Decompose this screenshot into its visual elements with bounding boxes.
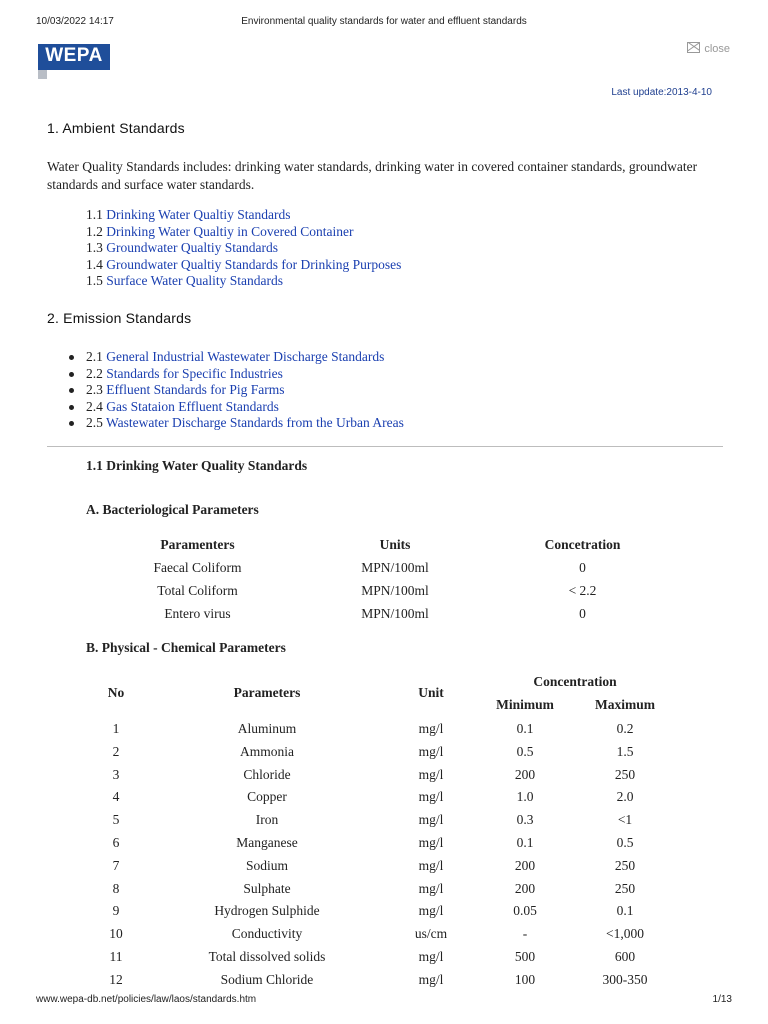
print-datetime: 10/03/2022 14:17 — [36, 16, 114, 27]
table-header — [85, 673, 675, 719]
table-cell: Entero virus — [164, 606, 231, 621]
table-cell: mg/l — [418, 789, 444, 805]
list-item — [66, 399, 404, 416]
standard-link[interactable]: Drinking Water Qualtiy in Covered Container — [106, 223, 354, 239]
header-no: No — [107, 685, 125, 700]
logo-square — [38, 70, 47, 79]
close-label: close — [704, 43, 730, 55]
physical-chemical-table — [85, 673, 675, 993]
standard-link[interactable]: Groundwater Qualtiy Standards — [106, 240, 278, 255]
section-heading-ambient: 1. Ambient Standards — [47, 120, 185, 136]
section-heading-emission: 2. Emission Standards — [47, 310, 192, 326]
table-cell: Hydrogen Sulphide — [214, 903, 320, 919]
list-item — [66, 382, 404, 399]
table-cell: 200 — [514, 766, 536, 782]
header-cell: Paramenters — [160, 537, 235, 552]
table-cell: 2.0 — [616, 789, 634, 805]
standard-link[interactable]: Effluent Standards for Pig Farms — [106, 382, 285, 397]
table-row — [85, 924, 675, 947]
standard-link[interactable]: Gas Stataion Effluent Standards — [106, 398, 279, 414]
table-cell: 0.5 — [516, 743, 534, 759]
table-cell: 11 — [109, 948, 123, 964]
item-number: 1.5 — [86, 273, 103, 288]
item-number: 2.3 — [86, 382, 103, 397]
table-cell: Conductivity — [231, 926, 303, 942]
table-cell: 1 — [112, 721, 120, 736]
table-cell: 250 — [614, 857, 636, 873]
list-item — [86, 273, 401, 290]
standard-link[interactable]: Wastewater Discharge Standards from the Urban Areas — [106, 415, 404, 430]
emission-standards-list — [66, 349, 404, 432]
list-item — [86, 257, 401, 274]
table-row — [85, 787, 675, 810]
table-cell: MPN/100ml — [361, 560, 429, 575]
list-item — [66, 349, 404, 366]
table-cell: 1.0 — [516, 789, 534, 805]
list-item — [86, 207, 401, 224]
header-cell: Units — [379, 537, 411, 552]
close-button[interactable] — [687, 42, 730, 55]
list-item — [66, 415, 404, 432]
table-cell: <1,000 — [606, 926, 644, 942]
table-cell: 6 — [112, 834, 120, 850]
table-cell: mg/l — [418, 834, 444, 850]
header-minimum: Minimum — [496, 697, 554, 712]
subsection-title: 1.1 Drinking Water Quality Standards — [86, 458, 308, 473]
item-number: 2.5 — [86, 415, 103, 430]
list-item — [86, 240, 401, 257]
table-cell: 1.5 — [616, 743, 634, 759]
header-maximum: Maximum — [595, 697, 655, 712]
table-row — [95, 604, 675, 627]
table-cell: mg/l — [418, 971, 444, 987]
table-cell: 0.05 — [513, 903, 537, 919]
table-cell: 0.2 — [616, 721, 634, 736]
standard-link[interactable]: Groundwater Qualtiy Standards for Drinking Purposes — [106, 256, 402, 272]
table-cell: 9 — [112, 903, 120, 919]
table-cell: mg/l — [418, 721, 444, 736]
header-unit: Unit — [418, 685, 444, 700]
table-cell: 0.3 — [516, 812, 534, 828]
bacteriological-title: A. Bacteriological Parameters — [86, 502, 259, 517]
table-cell: Sulphate — [243, 880, 291, 896]
table-cell: 0.5 — [616, 834, 634, 850]
table-cell: 4 — [112, 789, 120, 805]
table-cell: <1 — [617, 812, 633, 828]
table-cell: 12 — [109, 971, 123, 987]
table-cell: 200 — [514, 880, 536, 896]
table-cell: mg/l — [418, 948, 444, 964]
item-number: 1.3 — [86, 240, 103, 255]
footer-url: www.wepa-db.net/policies/law/laos/standards.htm — [36, 994, 257, 1005]
table-cell: Iron — [255, 812, 279, 828]
table-cell: Manganese — [236, 834, 298, 850]
item-number: 1.1 — [86, 207, 103, 222]
logo-underline — [38, 68, 110, 70]
table-cell: Total dissolved solids — [208, 948, 326, 964]
table-cell: us/cm — [414, 926, 448, 942]
table-cell: 0.1 — [616, 903, 634, 919]
table-cell: mg/l — [418, 743, 444, 759]
table-cell: Chloride — [243, 766, 291, 782]
table-cell: 3 — [112, 766, 120, 782]
table-row — [95, 581, 675, 604]
item-number: 2.1 — [86, 349, 103, 364]
table-cell: - — [522, 926, 528, 942]
table-cell: 0 — [579, 606, 586, 621]
table-cell: Ammonia — [240, 743, 294, 759]
table-cell: 8 — [112, 880, 120, 896]
table-cell: 250 — [614, 766, 636, 782]
table-cell: 600 — [614, 948, 636, 964]
table-cell: 200 — [514, 857, 536, 873]
table-cell: 5 — [112, 812, 120, 828]
table-row — [85, 810, 675, 833]
header-cell: Concetration — [544, 537, 621, 552]
table-cell: < 2.2 — [568, 583, 597, 598]
table-cell: mg/l — [418, 812, 444, 828]
item-number: 1.2 — [86, 223, 103, 239]
item-number: 1.4 — [86, 256, 103, 272]
intro-paragraph: Water Quality Standards includes: drinking water standards, drinking water in covered container standards, groundwater standards and surface water standards. — [47, 159, 698, 192]
table-cell: 0 — [579, 560, 586, 575]
table-cell: 10 — [109, 926, 123, 942]
table-row — [85, 765, 675, 788]
page-number: 1/13 — [712, 994, 732, 1005]
print-title: Environmental quality standards for water and effluent standards — [241, 16, 527, 27]
table-row — [85, 879, 675, 902]
table-row — [85, 833, 675, 856]
table-cell: Aluminum — [237, 721, 297, 736]
table-cell: Faecal Coliform — [153, 560, 242, 575]
table-cell: 500 — [514, 948, 536, 964]
item-number: 2.4 — [86, 398, 103, 414]
table-header — [95, 535, 675, 558]
header-concentration: Concentration — [533, 674, 617, 689]
item-number: 2.2 — [86, 365, 103, 381]
table-row — [85, 856, 675, 879]
table-row — [85, 719, 675, 742]
standard-link[interactable]: Drinking Water Qualtiy Standards — [106, 207, 291, 222]
ambient-standards-list — [86, 207, 401, 290]
standard-link[interactable]: General Industrial Wastewater Discharge Standards — [106, 349, 385, 364]
divider — [47, 446, 723, 447]
last-update: Last update:2013-4-10 — [611, 87, 712, 98]
table-cell: 250 — [614, 880, 636, 896]
table-cell: Copper — [247, 789, 287, 805]
table-cell: 2 — [112, 743, 120, 759]
table-cell: MPN/100ml — [361, 583, 429, 598]
table-row — [95, 558, 675, 581]
wepa-logo[interactable]: WEPA — [38, 44, 110, 68]
physical-chemical-title: B. Physical - Chemical Parameters — [86, 640, 286, 655]
table-cell: MPN/100ml — [361, 606, 429, 621]
standard-link[interactable]: Surface Water Quality Standards — [106, 273, 283, 288]
table-row — [85, 901, 675, 924]
close-icon — [687, 42, 700, 53]
table-cell: 300-350 — [602, 971, 648, 987]
table-cell: mg/l — [418, 880, 444, 896]
table-cell: Sodium Chloride — [220, 971, 314, 987]
table-cell: Total Coliform — [157, 583, 238, 598]
table-cell: mg/l — [418, 857, 444, 873]
standard-link[interactable]: Standards for Specific Industries — [106, 365, 283, 381]
table-cell: mg/l — [418, 903, 444, 919]
table-row — [85, 947, 675, 970]
table-cell: 0.1 — [516, 721, 534, 736]
table-cell: 100 — [514, 971, 536, 987]
table-cell: mg/l — [418, 766, 444, 782]
list-item — [86, 224, 401, 241]
list-item — [66, 366, 404, 383]
table-cell: 7 — [112, 857, 120, 873]
table-row — [85, 970, 675, 993]
table-row — [85, 742, 675, 765]
bacteriological-table — [95, 535, 675, 627]
table-cell: Sodium — [245, 857, 288, 873]
table-cell: 0.1 — [516, 834, 534, 850]
header-parameters: Parameters — [233, 685, 301, 700]
